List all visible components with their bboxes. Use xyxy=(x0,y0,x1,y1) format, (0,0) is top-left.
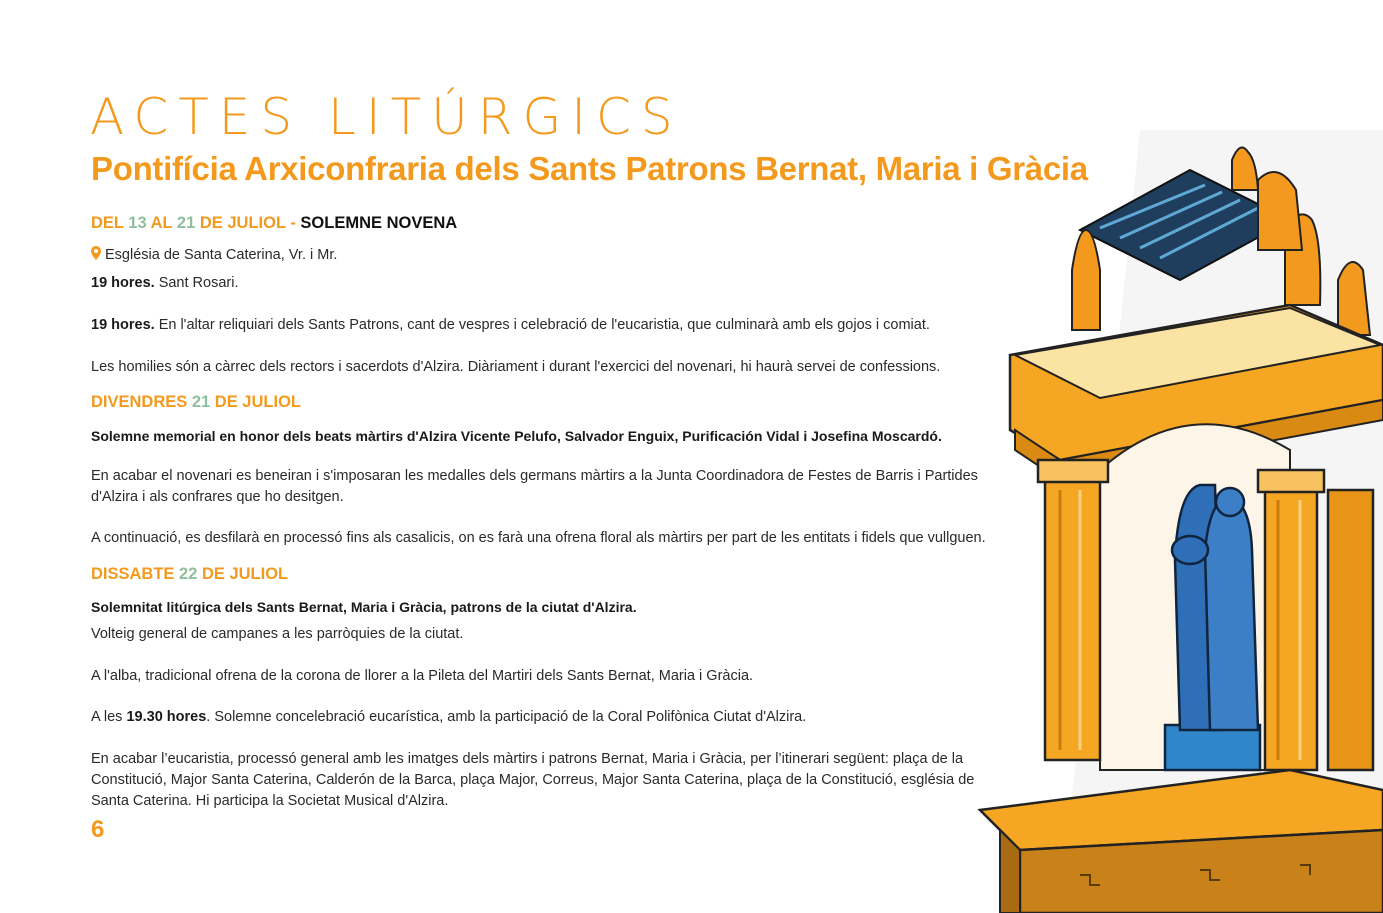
location-line xyxy=(91,245,337,266)
page-number: 6 xyxy=(91,816,105,843)
heading-day: 21 xyxy=(191,393,211,411)
saturday-paragraph-2: A l'alba, tradicional ofrena de la corona de llorer a la Pileta del Martiri dels Sants Bernat, Maria i Gràcia. xyxy=(91,668,754,684)
paragraph-text: . Solemne concelebració eucarística, amb la participació de la Coral Polifònica Ciutat d'Alzira. xyxy=(206,709,807,725)
heading-text: AL xyxy=(146,214,177,232)
heading-text: DEL xyxy=(91,214,129,232)
friday-memorial: Solemne memorial en honor dels beats màrtirs d'Alzira Vicente Pelufo, Salvador Enguix, Purificación Vidal i Josefina Moscardó. xyxy=(91,428,942,444)
heading-day-to: 21 xyxy=(176,214,196,232)
section-heading-friday xyxy=(91,393,301,412)
section-heading-novena xyxy=(91,214,457,233)
map-pin-icon xyxy=(91,246,101,260)
friday-paragraph-2: A continuació, es desfilarà en processó fins als casalicis, on es farà una ofrena floral als màrtirs per part de les entitats i fidels que vullguen. xyxy=(91,530,986,546)
heading-text: DE JULIOL xyxy=(197,565,289,583)
heading-text: DE JULIOL xyxy=(210,393,301,411)
heading-text: DE JULIOL - xyxy=(195,214,301,232)
schedule-text: En l'altar reliquiari dels Sants Patrons, cant de vespres i celebració de l'eucaristia, que culminarà amb els gojos i comiat. xyxy=(154,317,930,333)
friday-paragraph-1: En acabar el novenari es beneiran i s'imposaran les medalles dels germans màrtirs a la Junta Coordinadora de Festes de Barris i Partides d'Alzira i als confrares que ho desitgen. xyxy=(91,468,978,505)
time-label: 19.30 hores xyxy=(126,709,207,725)
schedule-text: Sant Rosari. xyxy=(154,275,239,291)
section-heading-saturday xyxy=(91,565,288,584)
heading-text: DIVENDRES xyxy=(91,393,192,411)
heading-event: SOLEMNE NOVENA xyxy=(300,214,458,232)
time-label: 19 hores. xyxy=(91,317,155,333)
page-title: ACTES LITÚRGICS xyxy=(90,88,683,146)
saturday-paragraph-1: Volteig general de campanes a les parròquies de la ciutat. xyxy=(91,626,464,642)
heading-text: DISSABTE xyxy=(91,565,180,583)
novena-note: Les homilies són a càrrec dels rectors i sacerdots d'Alzira. Diàriament i durant l'exercici del novenari, hi haurà servei de confessions. xyxy=(91,359,941,375)
saturday-paragraph-4: En acabar l’eucaristia, processó general amb les imatges dels màrtirs i patrons Bernat, Maria i Gràcia, per l’itinerari següent: plaça de la Constitució, Major Santa Caterina, Calderón de la Barca, plaça Major, Correus, Major Santa Caterina, plaça de la Constitució, església de Santa Caterina. Hi participa la Societat Musical d'Alzira. xyxy=(91,751,975,809)
heading-day: 22 xyxy=(179,565,198,583)
location-text: Església de Santa Caterina, Vr. i Mr. xyxy=(105,247,338,263)
schedule-rosary xyxy=(91,273,239,294)
page-subtitle: Pontifícia Arxiconfraria dels Sants Patrons Bernat, Maria i Gràcia xyxy=(91,150,1088,187)
saturday-paragraph-3 xyxy=(91,707,806,728)
paragraph-text: A les xyxy=(91,709,127,725)
time-label: 19 hores. xyxy=(91,275,155,291)
altar-reliquary-illustration xyxy=(960,130,1383,913)
saturday-solemnity: Solemnitat litúrgica dels Sants Bernat, Maria i Gràcia, patrons de la ciutat d'Alzira. xyxy=(91,599,637,615)
heading-day-from: 13 xyxy=(128,214,147,232)
schedule-vespers xyxy=(91,315,930,336)
